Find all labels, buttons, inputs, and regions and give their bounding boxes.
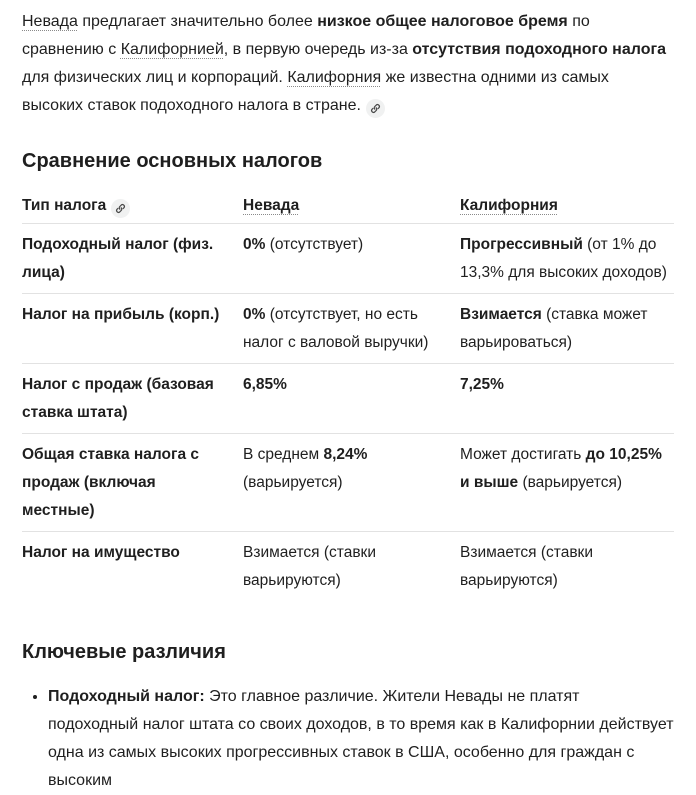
tax-comparison-table — [22, 190, 674, 601]
california-cell — [460, 371, 674, 427]
intro-text — [22, 13, 666, 114]
row-label: Налог на прибыль (корп.) — [22, 306, 220, 323]
citation-badge[interactable] — [366, 99, 385, 118]
text-segment: предлагает значительно более — [77, 13, 318, 30]
term-link[interactable]: Невада — [22, 13, 78, 30]
text-segment: Прогрессивный — [460, 236, 583, 253]
text-segment: 7,25% — [460, 376, 504, 393]
table-header-row — [22, 190, 674, 224]
text-segment: 8,24% — [323, 446, 368, 463]
text-segment: по сравнению с — [22, 13, 590, 58]
text-segment: Взимается — [460, 306, 542, 323]
nevada-cell — [243, 231, 460, 287]
text-segment: до 10,25% и выше — [460, 446, 662, 491]
text-segment: Это главное различие. Жители Невады не платят подоходный налог штата со своих доходов, в то время как в Калифорнии действует одна из самых высоких прогрессивных ставок в США, особенно для граждан с высоким — [48, 688, 674, 789]
text-segment: отсутствия подоходного налога — [412, 41, 667, 58]
text-segment: (варьируется) — [243, 474, 343, 491]
california-cell — [460, 539, 674, 595]
nevada-cell — [243, 371, 460, 427]
text-segment: для физических лиц и корпораций. — [22, 69, 288, 86]
california-link[interactable]: Калифорния — [460, 197, 558, 214]
nevada-cell — [243, 301, 460, 357]
table-row — [22, 532, 674, 601]
header-nevada — [243, 192, 460, 220]
text-segment: Может достигать — [460, 446, 586, 463]
table-row — [22, 364, 674, 434]
text-segment: 6,85% — [243, 376, 287, 393]
text-segment: Подоходный налог: — [48, 688, 205, 705]
text-segment: (варьируется) — [518, 474, 623, 491]
text-segment: (ставка может варьироваться) — [460, 306, 648, 351]
header-california — [460, 192, 674, 220]
text-segment: Взимается (ставки варьируются) — [243, 544, 376, 589]
text-segment: (отсутствует) — [265, 236, 364, 253]
nevada-link[interactable]: Невада — [243, 197, 300, 214]
california-cell — [460, 301, 674, 357]
nevada-cell — [243, 441, 460, 525]
text-segment: , в первую очередь из-за — [223, 41, 413, 58]
text-segment: (отсутствует, но есть налог с валовой выручки) — [243, 306, 429, 351]
text-segment: В среднем — [243, 446, 324, 463]
table-row — [22, 294, 674, 364]
text-segment: Взимается (ставки варьируются) — [460, 544, 593, 589]
nevada-cell — [243, 539, 460, 595]
link-icon — [115, 203, 126, 214]
term-link[interactable]: Калифорния — [287, 69, 382, 86]
key-differences-list — [22, 683, 674, 795]
link-icon — [370, 103, 381, 114]
row-label: Подоходный налог (физ. лица) — [22, 236, 214, 281]
intro-paragraph — [22, 8, 674, 120]
term-link[interactable]: Калифорнией — [120, 41, 224, 58]
row-label: Общая ставка налога с продаж (включая местные) — [22, 446, 200, 519]
text-segment: (от 1% до 13,3% для высоких доходов) — [460, 236, 667, 281]
header-tax-type: Тип налога — [22, 192, 243, 220]
text-segment: низкое общее налоговое бремя — [317, 13, 568, 30]
key-differences-title: Ключевые различия — [22, 641, 226, 663]
row-label: Налог на имущество — [22, 544, 180, 561]
list-item — [48, 683, 674, 795]
california-cell — [460, 441, 674, 525]
text-segment: 0% — [243, 236, 266, 253]
text-segment: же известна одними из самых высоких ставок подоходного налога в стране. — [22, 69, 609, 114]
california-cell — [460, 231, 674, 287]
text-segment: 0% — [243, 306, 266, 323]
citation-badge[interactable] — [111, 199, 130, 218]
table-row — [22, 434, 674, 532]
row-label: Налог с продаж (базовая ставка штата) — [22, 376, 214, 421]
table-row — [22, 224, 674, 294]
comparison-section-title: Сравнение основных налогов — [22, 150, 323, 172]
